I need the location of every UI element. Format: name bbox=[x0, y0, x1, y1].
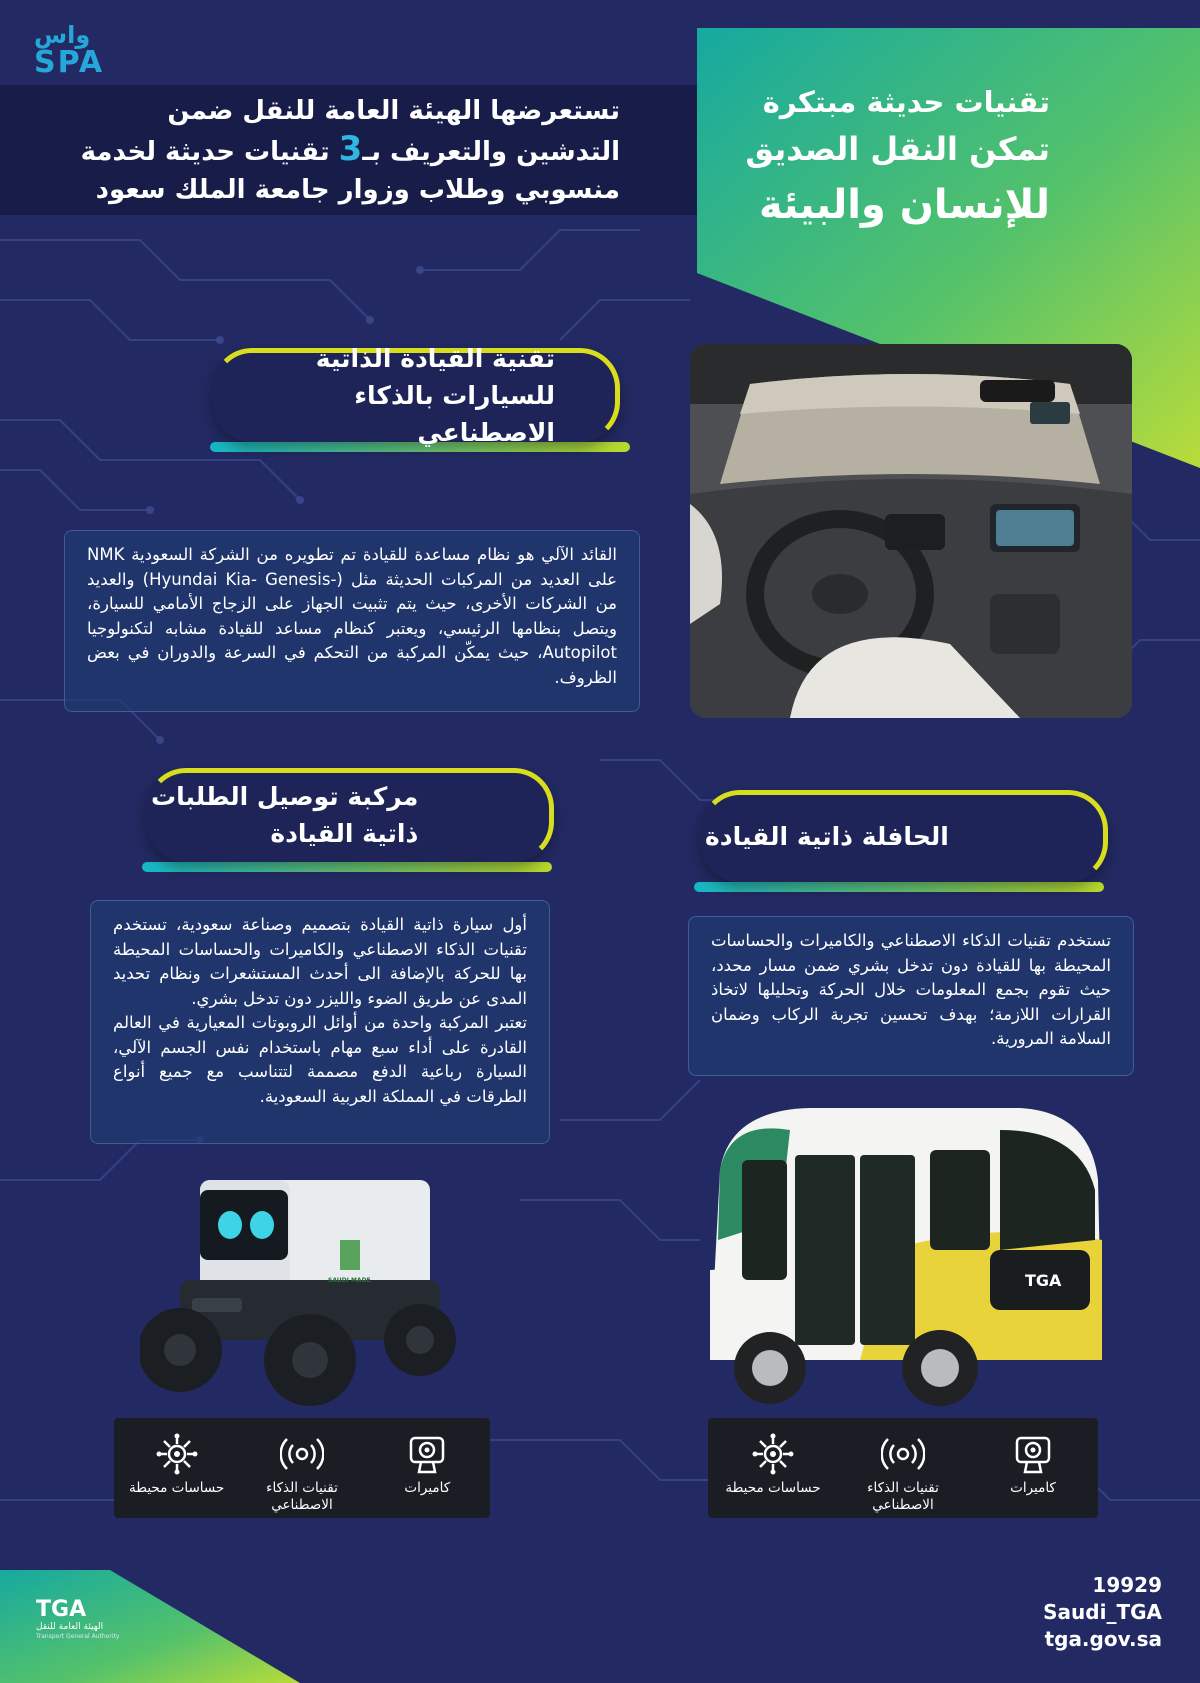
description-delivery-p1: أول سيارة ذاتية القيادة بتصميم وصناعة سعودية، تستخدم تقنيات الذكاء الاصطناعي والكاميرات والحساسات المحيطة بها للحركة بالإضافة الى أحدث المستشعرات ونظام تحديد المدى عن طريق الضوء والليزر دون تدخل بشري. bbox=[113, 915, 527, 1008]
feature-cameras bbox=[973, 1432, 1093, 1497]
sensor-icon bbox=[155, 1432, 199, 1476]
intro-line-2 bbox=[80, 130, 620, 171]
tga-logo bbox=[36, 1598, 136, 1650]
bus-badge: TGA bbox=[1025, 1271, 1062, 1290]
intro-line-2-after: تقنيات حديثة لخدمة bbox=[80, 137, 339, 167]
ai-signal-icon bbox=[280, 1432, 324, 1476]
delivery-robot-image bbox=[140, 1170, 470, 1410]
section-header-bus bbox=[700, 790, 1108, 882]
tga-logo-english: Transport General Authority bbox=[36, 1633, 120, 1640]
section-underline bbox=[694, 882, 1104, 892]
title-line-1: تقنيات حديثة مبتكرة bbox=[762, 85, 1050, 119]
intro-line-1: تستعرضها الهيئة العامة للنقل ضمن bbox=[167, 96, 620, 126]
section-title-line-1: مركبة توصيل الطلبات bbox=[151, 782, 419, 811]
car-interior-photo bbox=[690, 344, 1132, 718]
autonomous-bus-image bbox=[690, 1100, 1110, 1420]
section-header-self-driving bbox=[212, 343, 620, 447]
feature-label: حساسات محيطة bbox=[725, 1480, 821, 1496]
contact-website: tga.gov.sa bbox=[1044, 1627, 1162, 1651]
feature-label: كاميرات bbox=[1010, 1480, 1056, 1496]
tga-logo-short: TGA bbox=[36, 1597, 87, 1622]
description-delivery-p2: تعتبر المركبة واحدة من أوائل الروبوتات المعيارية في العالم القادرة على أداء سبع مهام باستخدام نفس الجسم الآلي، السيارة رباعية الدفع مصممة لتتناسب مع جميع أنواع الطرقات في المملكة العربية السعودية. bbox=[113, 1013, 527, 1106]
feature-sensors bbox=[117, 1432, 237, 1497]
spa-logo-arabic: واس bbox=[34, 21, 91, 49]
section-title-line-1: تقنية القيادة الذاتية bbox=[315, 343, 555, 373]
title-line-2: تمكن النقل الصديق bbox=[745, 130, 1050, 168]
section-title-line-2: للسيارات بالذكاء الاصطناعي bbox=[354, 380, 555, 447]
robot-badge: SAUDI MADE bbox=[328, 1277, 371, 1284]
description-delivery bbox=[90, 900, 550, 1144]
camera-icon bbox=[1011, 1432, 1055, 1476]
spa-logo-latin: SPA bbox=[34, 45, 105, 80]
features-left bbox=[114, 1418, 490, 1518]
feature-ai bbox=[843, 1432, 963, 1514]
title-line-3: للإنسان والبيئة bbox=[758, 182, 1050, 228]
ai-signal-icon bbox=[881, 1432, 925, 1476]
page-title bbox=[700, 80, 1050, 236]
feature-label: حساسات محيطة bbox=[129, 1480, 225, 1496]
section-title-line-2: ذاتية القيادة bbox=[270, 819, 419, 848]
section-underline bbox=[142, 862, 552, 872]
sensor-icon bbox=[751, 1432, 795, 1476]
intro-text bbox=[80, 92, 620, 209]
feature-cameras bbox=[367, 1432, 487, 1497]
description-self-driving: القائد الآلي هو نظام مساعدة للقيادة تم تطويره من الشركة السعودية NMK على العديد من المركبات الحديثة مثل (-Hyundai Kia- Genesis) والعديد من الشركات الأخرى، حيث يتم تثبيت الجهاز على الزجاج الأمامي للسيارة، ويتصل بنظامها الرئيسي، ويعتبر كنظام مساعد للقيادة مشابه لتكنولوجيا Autopilot، حيث يمكّن المركبة من التحكم في السرعة والدوران في بعض الظروف. bbox=[64, 530, 640, 712]
tga-logo-arabic: الهيئة العامة للنقل bbox=[36, 1622, 104, 1632]
feature-label: كاميرات bbox=[404, 1480, 451, 1496]
section-title-delivery bbox=[151, 778, 418, 852]
features-right bbox=[708, 1418, 1098, 1518]
section-title-bus: الحافلة ذاتية القيادة bbox=[705, 821, 949, 851]
contact-handle: Saudi_TGA bbox=[1043, 1600, 1162, 1624]
spa-logo bbox=[34, 22, 110, 78]
intro-line-3: منسوبي وطلاب وزوار جامعة الملك سعود bbox=[95, 175, 620, 205]
intro-line-2-before: التدشين والتعريف بـ bbox=[362, 137, 620, 167]
intro-number: 3 bbox=[338, 129, 363, 169]
feature-ai bbox=[242, 1432, 362, 1514]
section-title-self-driving bbox=[217, 340, 555, 451]
feature-label: تقنيات الذكاء الاصطناعي bbox=[867, 1480, 939, 1513]
contact-phone: 19929 bbox=[1092, 1573, 1162, 1597]
description-bus: تستخدم تقنيات الذكاء الاصطناعي والكاميرات والحساسات المحيطة بها للقيادة دون تدخل بشري ضمن مسار محدد، حيث تقوم بجمع المعلومات خلال الحركة وتحليلها لاتخاذ القرارات اللازمة؛ بهدف تحسين تجربة الركاب وضمان السلامة المرورية. bbox=[688, 916, 1134, 1076]
feature-label: تقنيات الذكاء الاصطناعي bbox=[266, 1480, 338, 1513]
section-header-delivery bbox=[146, 768, 554, 862]
feature-sensors bbox=[713, 1432, 833, 1497]
contact-info bbox=[1043, 1572, 1162, 1653]
camera-icon bbox=[405, 1432, 449, 1476]
